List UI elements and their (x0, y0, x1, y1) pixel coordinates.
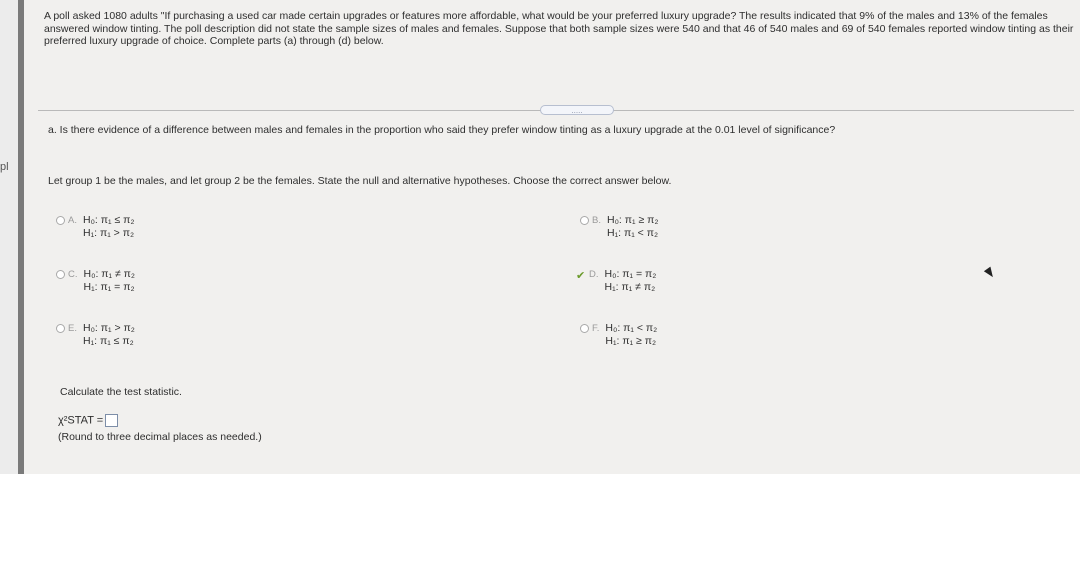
question-text: a. Is there evidence of a difference between males and females in the proportion who said they prefer window tinting as a luxury upgrade at the 0.01 level of significance? (48, 124, 836, 136)
checkmark-icon: ✔ (576, 270, 586, 283)
option-letter: D. (589, 269, 599, 280)
null-hypothesis: H₀: π₁ = π₂ (604, 268, 657, 280)
strip-text: pl (0, 161, 9, 173)
null-hypothesis: H₀: π₁ > π₂ (82, 322, 135, 334)
option-e[interactable] (56, 322, 135, 348)
option-letter: B. (592, 215, 601, 226)
option-f[interactable] (580, 322, 657, 348)
radio-icon[interactable] (56, 270, 65, 279)
option-letter: F. (592, 323, 600, 334)
alternative-hypothesis: H₁: π₁ ≥ π₂ (605, 335, 657, 347)
option-c[interactable] (56, 268, 135, 294)
problem-intro: A poll asked 1080 adults "If purchasing a used car made certain upgrades or features more affordable, what would be your preferred luxury upgrade? The results indicated that 9% of the males and 13% of the females answered window tinting. The poll description did not state the sample sizes of males and females. Suppose that both sample sizes were 540 and that 46 of 540 males and 69 of 540 females reported window tinting as their preferred luxury upgrade of choice. Complete parts (a) through (d) below. (44, 10, 1074, 48)
option-d[interactable] (576, 268, 656, 294)
null-hypothesis: H₀: π₁ ≤ π₂ (82, 214, 135, 226)
alternative-hypothesis: H₁: π₁ ≤ π₂ (82, 335, 134, 347)
test-statistic-label: χ²STAT = (58, 414, 104, 427)
rounding-note: (Round to three decimal places as needed.) (58, 431, 262, 443)
option-b[interactable] (580, 214, 658, 240)
option-letter: A. (68, 215, 77, 226)
null-hypothesis: H₀: π₁ < π₂ (605, 322, 658, 334)
radio-icon[interactable] (56, 216, 65, 225)
left-strip (0, 0, 18, 474)
alternative-hypothesis: H₁: π₁ = π₂ (83, 281, 135, 293)
option-letter: C. (68, 269, 78, 280)
option-letter: E. (68, 323, 77, 334)
alternative-hypothesis: H₁: π₁ < π₂ (606, 227, 659, 239)
test-statistic-input[interactable] (105, 414, 118, 427)
instruction-text: Let group 1 be the males, and let group 2 be the females. State the null and alternative hypotheses. Choose the correct answer below. (48, 175, 672, 187)
radio-icon[interactable] (580, 216, 589, 225)
alternative-hypothesis: H₁: π₁ ≠ π₂ (604, 281, 656, 293)
radio-icon[interactable] (56, 324, 65, 333)
null-hypothesis: H₀: π₁ ≠ π₂ (83, 268, 135, 280)
radio-icon[interactable] (580, 324, 589, 333)
null-hypothesis: H₀: π₁ ≥ π₂ (606, 214, 659, 226)
calculate-prompt: Calculate the test statistic. (60, 386, 182, 398)
alternative-hypothesis: H₁: π₁ > π₂ (82, 227, 135, 239)
test-statistic-row (58, 414, 118, 427)
question-panel (18, 0, 1080, 474)
option-a[interactable] (56, 214, 134, 240)
expand-button[interactable]: ..... (540, 105, 614, 115)
